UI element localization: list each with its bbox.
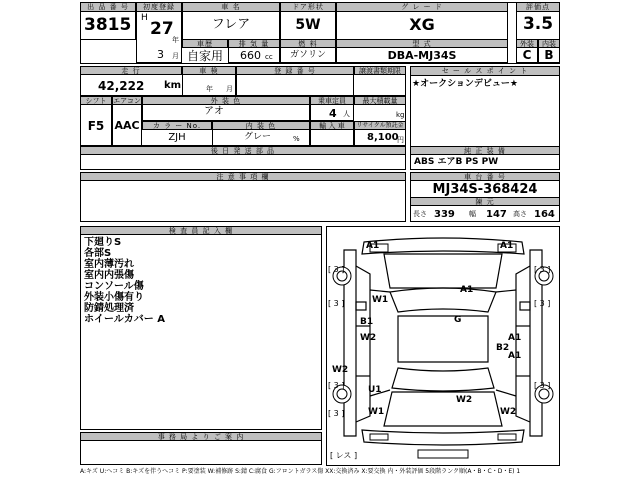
capacity-label: 乗車定員 [310, 96, 354, 105]
month-unit: 月 [172, 52, 179, 60]
capacity-unit: 人 [343, 110, 350, 118]
registration-box [236, 74, 354, 96]
damage-mark: A1 [500, 241, 514, 251]
lot-number-label: 出 品 番 号 [80, 2, 136, 12]
mileage-unit: km [164, 80, 182, 91]
damage-mark: W2 [360, 333, 377, 343]
car-diagram [326, 226, 560, 466]
width-label: 幅 [469, 210, 476, 218]
model-code-label: 型 式 [336, 39, 508, 48]
office-notice-box [80, 440, 322, 465]
inspector-label: 検 査 員 記 入 欄 [80, 226, 322, 235]
shift-label: シフト [80, 96, 112, 105]
later-parts-label: 後 日 発 送 部 品 [80, 146, 406, 155]
tire-bracket: [ 3 ] [328, 381, 345, 390]
grade: XG [409, 15, 435, 34]
era: H [141, 13, 148, 23]
model-code: DBA-MJ34S [387, 49, 457, 62]
inspection-month-unit: 月 [226, 85, 233, 93]
inspection-year-unit: 年 [206, 85, 213, 93]
damage-mark: U1 [368, 385, 382, 395]
docs-deadline-label: 譲渡書類期限 [354, 66, 406, 75]
import-label: 輸 入 車 [310, 121, 354, 130]
damage-mark: A1 [508, 333, 522, 343]
damage-mark: W1 [368, 407, 385, 417]
fuel-label: 燃 料 [280, 39, 336, 48]
exterior-color-label: 外 装 色 [142, 96, 310, 105]
first-reg-month: 3 [157, 48, 164, 61]
note: 外装小傷有り [84, 292, 144, 303]
displacement: 660 [240, 49, 261, 62]
tire-bracket: [ 3 ] [328, 299, 345, 308]
standard-equip: ABS エアB PS PW [414, 157, 499, 167]
year-unit: 年 [172, 36, 179, 44]
grade-label: グ レ ー ド [336, 2, 508, 12]
mileage: 42,222 [98, 79, 145, 93]
interior-color-label: 内 装 色 [212, 121, 310, 130]
door-type: 5W [295, 17, 321, 33]
length-label: 長さ [413, 210, 427, 218]
mileage-label: 走 行 [80, 66, 182, 75]
aircon-label: エアコン [113, 97, 141, 105]
damage-mark: A1 [460, 285, 474, 295]
exterior-color: アオ [204, 106, 224, 117]
tire-bracket: [ 3 ] [328, 409, 345, 418]
note: コンソール傷 [84, 281, 144, 292]
width: 147 [486, 209, 507, 220]
sales-point-text: ★オークションデビュー★ [412, 79, 518, 89]
damage-mark: W2 [456, 395, 473, 405]
damage-mark: W2 [500, 407, 517, 417]
tire-bracket: [ 3 ] [534, 381, 551, 390]
lot-number: 3815 [84, 15, 132, 35]
damage-mark: B2 [496, 343, 510, 353]
history: 自家用 [186, 49, 223, 63]
interior-grade: B [544, 48, 554, 62]
history-label: 車歴 [182, 39, 228, 48]
first-reg-label: 初度登録 [136, 2, 182, 12]
tire-bracket: [ 3 ] [328, 265, 345, 274]
car-name: フレア [211, 17, 251, 32]
registration-label: 登 録 番 号 [236, 66, 354, 75]
color-no: ZJH [168, 132, 186, 143]
score-label: 評価点 [516, 2, 560, 12]
fuel: ガソリン [289, 50, 326, 60]
sales-point-label: セ ー ル ス ポ イ ン ト [410, 66, 560, 76]
capacity: 4 [329, 107, 337, 120]
chassis-label: 車 台 番 号 [410, 172, 560, 181]
height-label: 高さ [513, 210, 527, 218]
damage-mark: W2 [332, 365, 349, 375]
office-notice-label: 事 務 局 よ り ご 案 内 [80, 432, 322, 441]
inspector-notes [84, 237, 165, 325]
displacement-unit: cc [265, 53, 273, 61]
exterior-label: 外装 [516, 39, 538, 48]
aircon: AAC [114, 119, 140, 132]
damage-mark: G [454, 315, 462, 325]
note: 室内薄汚れ [84, 259, 134, 270]
less-label: [ レス ] [330, 451, 358, 460]
length: 339 [434, 209, 455, 220]
damage-mark: W1 [372, 295, 389, 305]
inspection-label: 車 検 [182, 66, 236, 75]
max-load-unit: kg [396, 111, 405, 119]
damage-mark: A1 [366, 241, 380, 251]
exterior-grade: C [522, 48, 532, 62]
standard-equip-label: 純 正 装 備 [410, 146, 560, 155]
tire-bracket: [ 3 ] [534, 265, 551, 274]
note: 室内内張傷 [84, 270, 134, 281]
recycle-unit: 円 [397, 136, 404, 144]
note: 各部S [84, 248, 112, 259]
tire-bracket: [ 3 ] [534, 299, 551, 308]
first-reg-year: 27 [150, 19, 174, 39]
color-no-label: カ ラ ー No. [142, 121, 212, 130]
note: 下廻りS [84, 237, 122, 248]
interior-color: グレー [244, 132, 272, 142]
origin-label: 陳 元 [410, 197, 560, 206]
max-load-label: 最大積載量 [354, 96, 406, 105]
legend: A:キズ U:へコミ B:キズを伴うへコミ P:要塗装 W:補修跡 S:錆 C:腐食 G:フロントガラス傷 XX:交換済み X:要交換 内・外装評価 5段階ランク順(A・B・C・D・E) 1 [80, 468, 521, 475]
shift: F5 [87, 119, 105, 133]
score: 3.5 [522, 14, 554, 34]
note: ホイールカバー A [84, 314, 166, 325]
displacement-label: 排 気 量 [228, 39, 280, 48]
door-label: ドア形状 [280, 2, 336, 12]
exterior-color-box [142, 104, 310, 121]
height: 164 [534, 209, 555, 220]
recycle-label: リサイクル預託金 [354, 121, 406, 130]
note: 防錆処理済 [84, 303, 134, 314]
interior-percent: % [293, 135, 300, 143]
damage-mark: A1 [508, 351, 522, 361]
caution-label: 注 意 事 項 欄 [80, 172, 406, 181]
recycle-fee: 8,100 [367, 132, 399, 143]
import-box [310, 129, 354, 146]
interior-label: 内装 [538, 39, 560, 48]
chassis-number: MJ34S-368424 [432, 182, 538, 197]
damage-mark: B1 [360, 317, 374, 327]
car-name-label: 車 名 [182, 2, 280, 12]
